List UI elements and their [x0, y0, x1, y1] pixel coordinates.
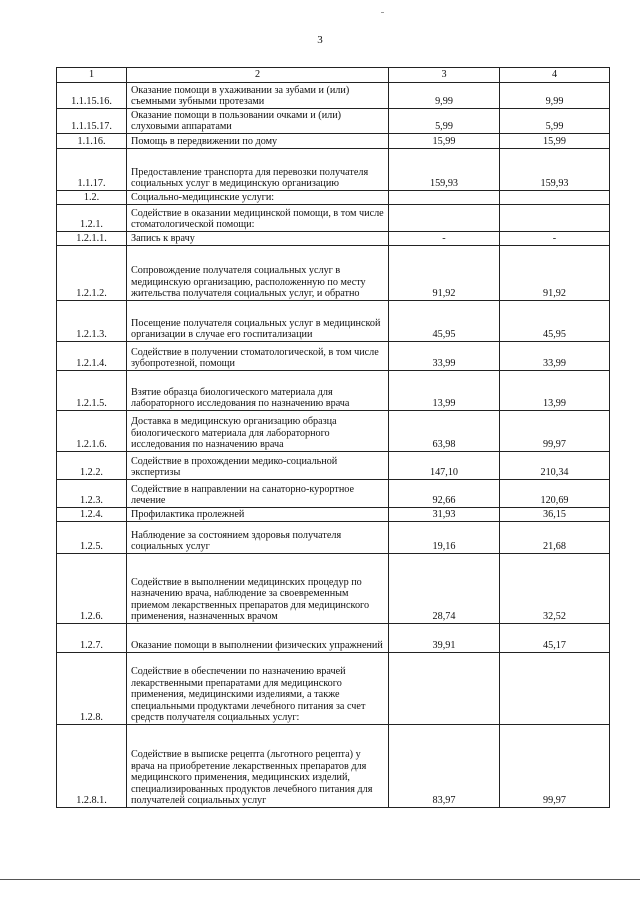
row-service-name: Оказание помощи в ухаживании за зубами и (или) съемными зубными протезами	[127, 83, 389, 109]
row-code: 1.1.17.	[57, 149, 127, 191]
row-value-col3: 33,99	[389, 342, 500, 371]
row-code: 1.2.8.1.	[57, 725, 127, 808]
row-value-col4	[500, 653, 610, 725]
row-value-col3: 91,92	[389, 246, 500, 301]
row-value-col4: 45,95	[500, 301, 610, 342]
row-value-col3: 13,99	[389, 371, 500, 411]
table-row	[57, 191, 610, 205]
row-service-name: Наблюдение за состоянием здоровья получателя социальных услуг	[127, 522, 389, 554]
row-service-name: Оказание помощи в выполнении физических упражнений	[127, 624, 389, 653]
row-code: 1.1.15.17.	[57, 109, 127, 134]
header-col-1: 1	[57, 68, 127, 83]
row-value-col4: 45,17	[500, 624, 610, 653]
table-row	[57, 232, 610, 246]
row-code: 1.2.3.	[57, 480, 127, 508]
header-col-4: 4	[500, 68, 610, 83]
row-value-col3: 83,97	[389, 725, 500, 808]
row-code: 1.2.2.	[57, 452, 127, 480]
row-value-col4: 21,68	[500, 522, 610, 554]
row-value-col3: 31,93	[389, 508, 500, 522]
row-value-col4: 15,99	[500, 134, 610, 149]
table-row	[57, 246, 610, 301]
row-service-name: Содействие в оказании медицинской помощи, в том числе стоматологической помощи:	[127, 205, 389, 232]
row-code: 1.2.7.	[57, 624, 127, 653]
row-service-name: Запись к врачу	[127, 232, 389, 246]
row-value-col4: 36,15	[500, 508, 610, 522]
table-row	[57, 452, 610, 480]
table-row	[57, 134, 610, 149]
row-value-col4	[500, 191, 610, 205]
row-service-name: Оказание помощи в пользовании очками и (или) слуховыми аппаратами	[127, 109, 389, 134]
row-service-name: Содействие в обеспечении по назначению врачей лекарственными препаратами для медицинского применения, медицинскими изделиями, а также специальными продуктами лечебного питания за счет средств получателя социальных услуг:	[127, 653, 389, 725]
table-row	[57, 301, 610, 342]
row-value-col3	[389, 653, 500, 725]
row-value-col4: 159,93	[500, 149, 610, 191]
row-value-col3: 28,74	[389, 554, 500, 624]
row-value-col4: -	[500, 232, 610, 246]
row-service-name: Содействие в выписке рецепта (льготного рецепта) у врача на приобретение лекарственных препаратов для медицинского применения, медицинских изделий, специализированных продуктов лечебного питания для получателей социальных услуг	[127, 725, 389, 808]
table-row	[57, 83, 610, 109]
row-service-name: Предоставление транспорта для перевозки получателя социальных услуг в медицинскую организацию	[127, 149, 389, 191]
row-value-col3: 63,98	[389, 411, 500, 452]
row-service-name: Содействие в получении стоматологической, в том числе зубопротезной, помощи	[127, 342, 389, 371]
row-code: 1.2.1.5.	[57, 371, 127, 411]
tariff-table	[56, 67, 610, 808]
row-value-col3: 19,16	[389, 522, 500, 554]
row-value-col4: 33,99	[500, 342, 610, 371]
scan-mark	[381, 12, 384, 13]
row-code: 1.2.4.	[57, 508, 127, 522]
table-row	[57, 342, 610, 371]
table-row	[57, 480, 610, 508]
row-value-col3	[389, 205, 500, 232]
bottom-scan-line	[0, 879, 640, 880]
table-row	[57, 554, 610, 624]
table-row	[57, 725, 610, 808]
table-row	[57, 109, 610, 134]
table-body	[57, 68, 610, 808]
row-code: 1.2.6.	[57, 554, 127, 624]
row-service-name: Посещение получателя социальных услуг в медицинской организации в случае его госпитализации	[127, 301, 389, 342]
row-value-col4: 9,99	[500, 83, 610, 109]
row-value-col4: 5,99	[500, 109, 610, 134]
table-row	[57, 624, 610, 653]
row-value-col3: 45,95	[389, 301, 500, 342]
table-row	[57, 371, 610, 411]
row-code: 1.2.	[57, 191, 127, 205]
row-value-col3: 159,93	[389, 149, 500, 191]
row-code: 1.2.1.4.	[57, 342, 127, 371]
row-code: 1.1.16.	[57, 134, 127, 149]
row-service-name: Содействие в направлении на санаторно-курортное лечение	[127, 480, 389, 508]
table-header-row	[57, 68, 610, 83]
row-value-col3: 147,10	[389, 452, 500, 480]
row-value-col4: 120,69	[500, 480, 610, 508]
row-value-col3: 39,91	[389, 624, 500, 653]
row-code: 1.2.1.	[57, 205, 127, 232]
row-service-name: Содействие в выполнении медицинских процедур по назначению врача, наблюдение за своевременным приемом лекарственных препаратов для медицинского применения, назначенных врачом	[127, 554, 389, 624]
table-row	[57, 653, 610, 725]
row-value-col3	[389, 191, 500, 205]
row-service-name: Сопровождение получателя социальных услуг в медицинскую организацию, расположенную по месту жительства получателя социальных услуг, и обратно	[127, 246, 389, 301]
row-value-col3: 15,99	[389, 134, 500, 149]
row-code: 1.1.15.16.	[57, 83, 127, 109]
row-value-col3: -	[389, 232, 500, 246]
header-col-3: 3	[389, 68, 500, 83]
row-code: 1.2.8.	[57, 653, 127, 725]
row-service-name: Помощь в передвижении по дому	[127, 134, 389, 149]
header-col-2: 2	[127, 68, 389, 83]
row-code: 1.2.1.6.	[57, 411, 127, 452]
row-service-name: Профилактика пролежней	[127, 508, 389, 522]
row-service-name: Взятие образца биологического материала для лабораторного исследования по назначению врача	[127, 371, 389, 411]
page-number: 3	[317, 34, 323, 46]
row-value-col3: 9,99	[389, 83, 500, 109]
row-value-col4: 99,97	[500, 411, 610, 452]
row-code: 1.2.5.	[57, 522, 127, 554]
table-row	[57, 522, 610, 554]
table-row	[57, 508, 610, 522]
row-value-col4: 32,52	[500, 554, 610, 624]
table-row	[57, 149, 610, 191]
row-value-col4: 13,99	[500, 371, 610, 411]
row-value-col3: 5,99	[389, 109, 500, 134]
row-value-col4: 91,92	[500, 246, 610, 301]
row-value-col4	[500, 205, 610, 232]
row-code: 1.2.1.2.	[57, 246, 127, 301]
row-value-col4: 210,34	[500, 452, 610, 480]
row-code: 1.2.1.3.	[57, 301, 127, 342]
row-service-name: Доставка в медицинскую организацию образца биологического материала для лабораторного исследования по назначению врача	[127, 411, 389, 452]
row-value-col3: 92,66	[389, 480, 500, 508]
row-service-name: Социально-медицинские услуги:	[127, 191, 389, 205]
table-row	[57, 411, 610, 452]
row-code: 1.2.1.1.	[57, 232, 127, 246]
row-value-col4: 99,97	[500, 725, 610, 808]
row-service-name: Содействие в прохождении медико-социальной экспертизы	[127, 452, 389, 480]
table-row	[57, 205, 610, 232]
